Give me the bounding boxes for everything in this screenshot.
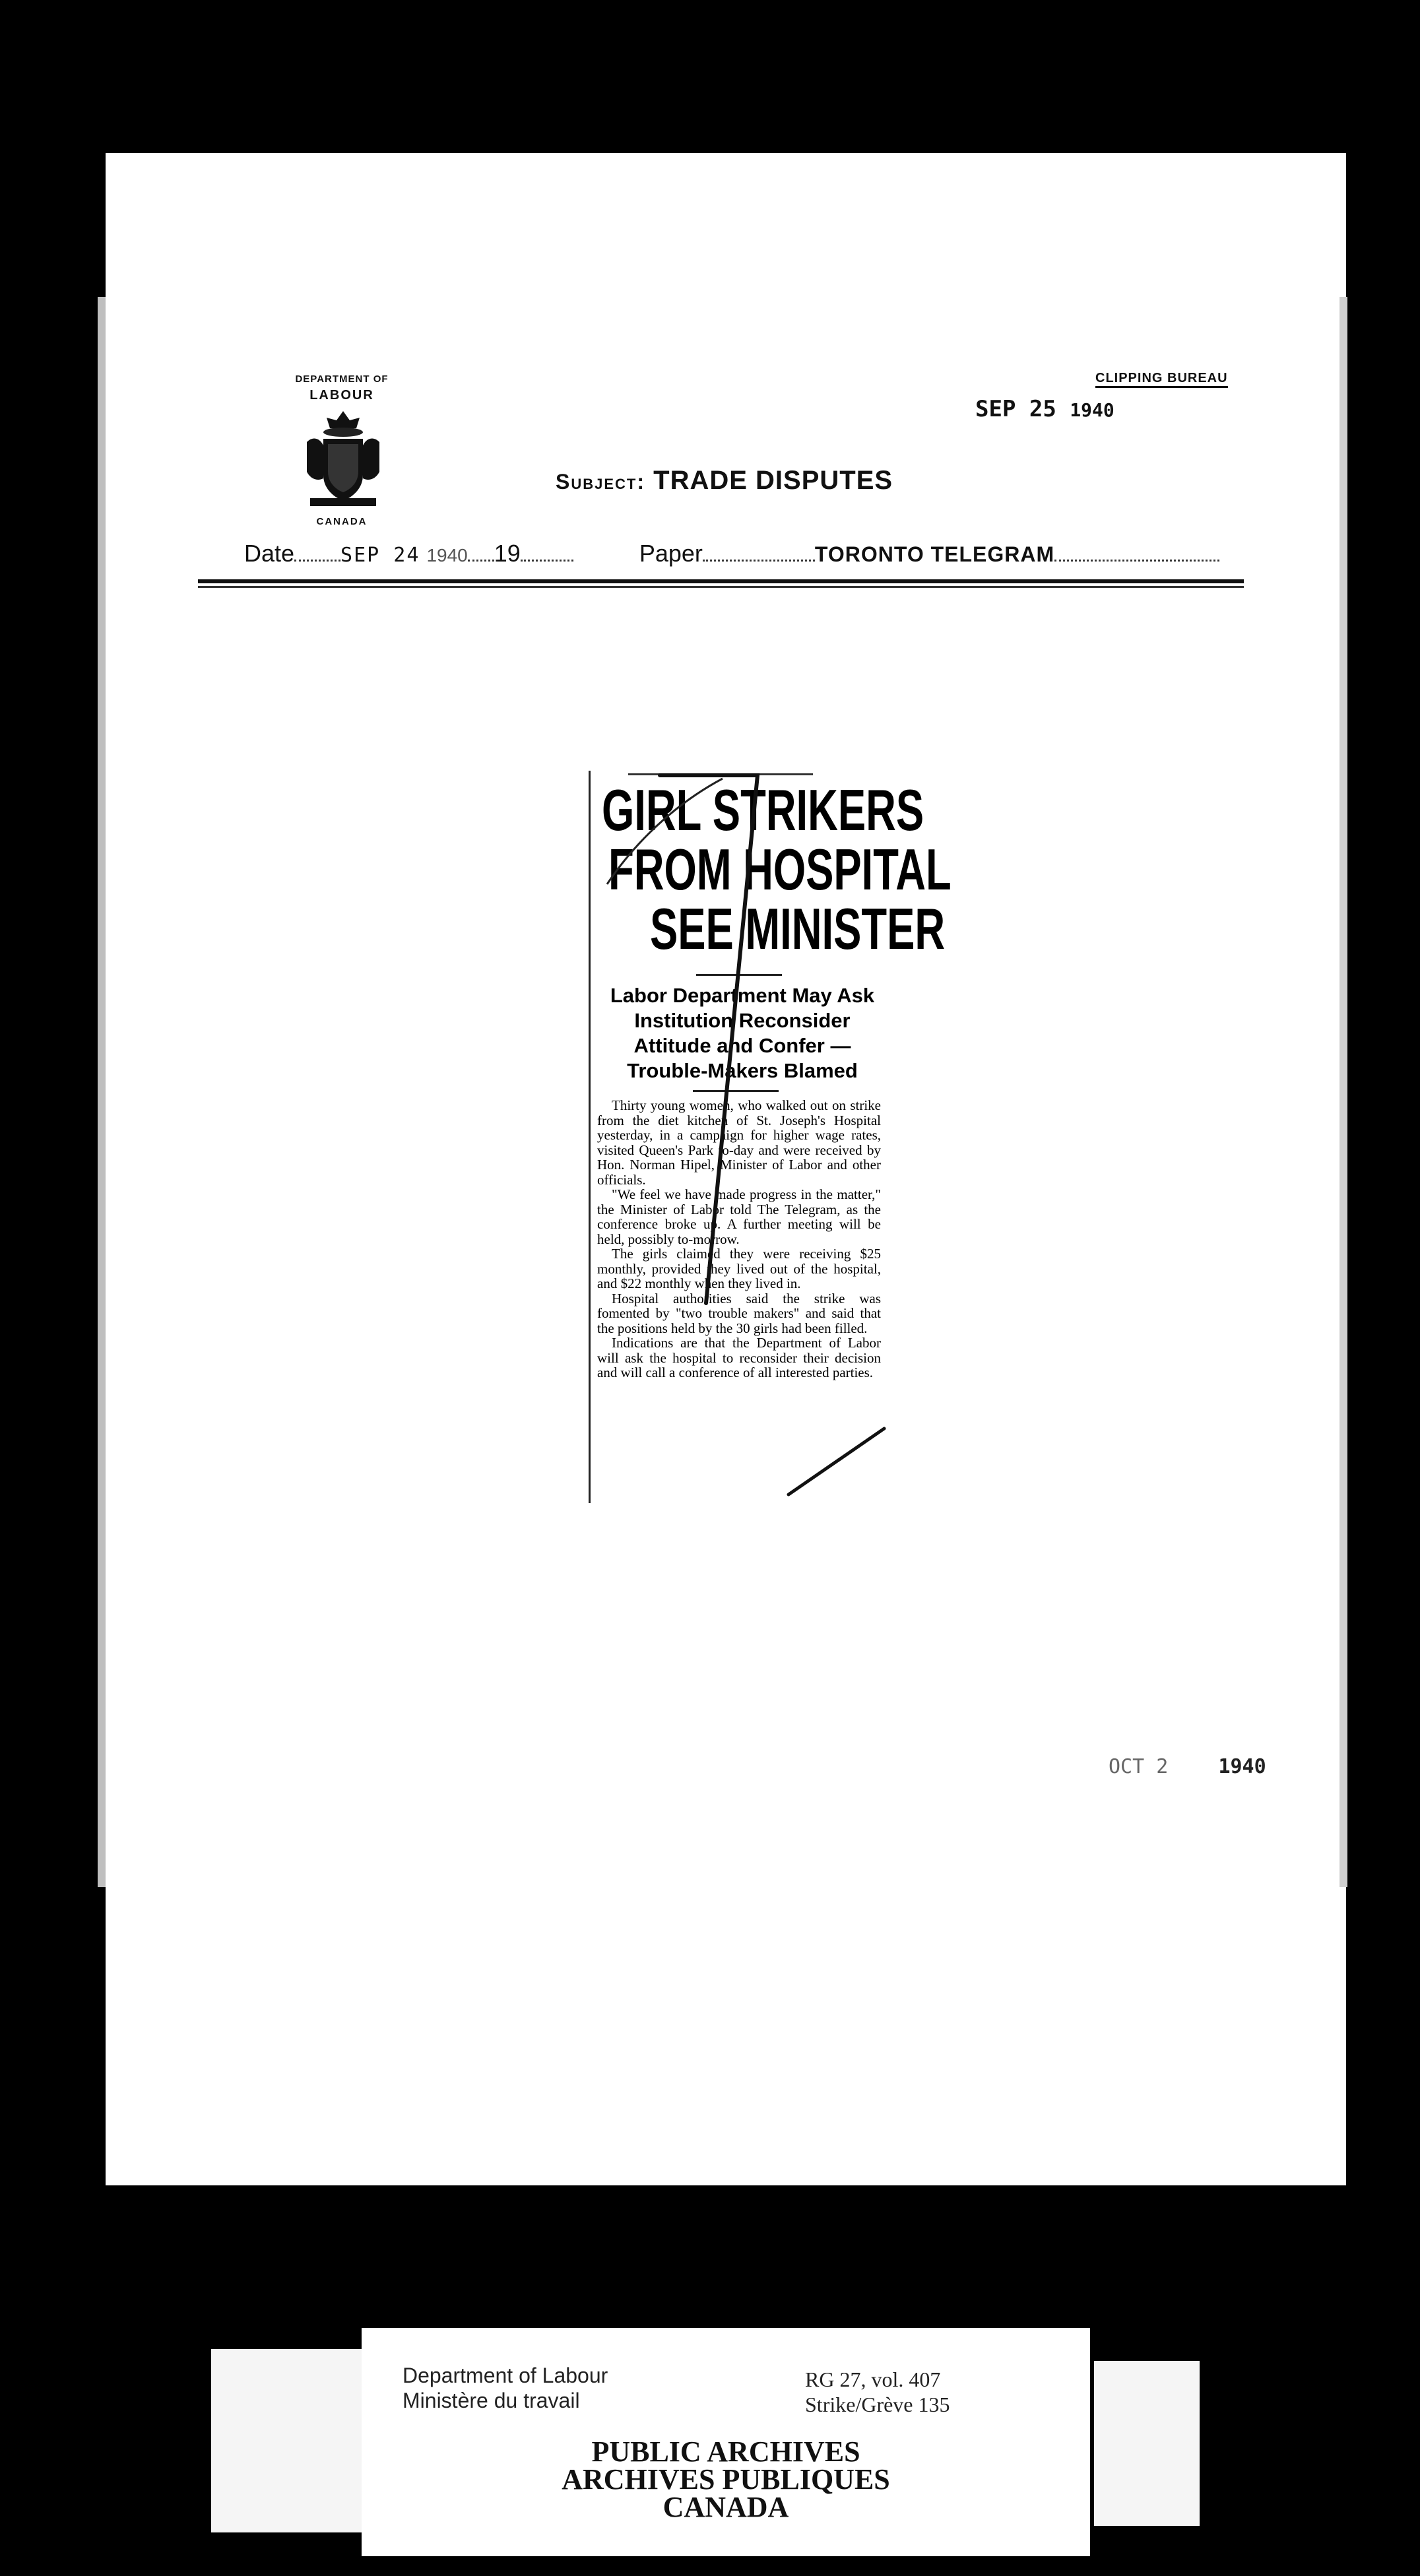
archive-title-en: PUBLIC ARCHIVES: [591, 2435, 860, 2468]
subject-label: Subject:: [556, 470, 646, 494]
subject-line: [556, 466, 893, 496]
archive-title-fr: ARCHIVES PUBLIQUES: [562, 2463, 890, 2496]
article-body: [597, 1098, 881, 1380]
archive-dept-en: Department of Labour: [403, 2364, 608, 2387]
sheet-right-edge: [1339, 297, 1347, 1887]
date-value-year: 1940: [426, 545, 468, 565]
received-stamp-date: SEP 25: [975, 396, 1056, 422]
coat-of-arms-icon: [300, 406, 386, 511]
filed-stamp-date: OCT 2: [1109, 1755, 1169, 1778]
paper-value: TORONTO TELEGRAM: [814, 542, 1055, 566]
headline-line3: SEE MINISTER: [650, 896, 946, 961]
headline-line1: GIRL STRIKERS: [602, 777, 924, 843]
clipping-bureau-label: CLIPPING BUREAU: [1095, 371, 1228, 388]
header-rule-thin: [198, 586, 1244, 588]
department-line1: DEPARTMENT OF: [295, 373, 389, 385]
country-label: CANADA: [316, 516, 368, 527]
article-paragraph: Thirty young women, who walked out on strike from the diet kitchen of St. Joseph's Hospital yesterday, in a campaign for higher wage rates, visited Queen's Park to-day and were received by Hon. Norman Hipel, Minister of Labor and other officials.: [597, 1097, 881, 1188]
archive-reference: RG 27, vol. 407: [805, 2367, 941, 2391]
date-value: SEP 24: [340, 544, 420, 567]
header-rule: [198, 579, 1244, 583]
article-paragraph: "We feel we have made progress in the matter," the Minister of Labor told The Telegram, as the conference broke up. A further meeting will be held, possibly to-morrow.: [597, 1186, 881, 1247]
headline-line2: FROM HOSPITAL: [608, 837, 952, 902]
article-paragraph: Hospital authorities said the strike was fomented by "two trouble makers" and said that the positions held by the 30 girls had been filled.: [597, 1290, 881, 1336]
archive-strike-number: Strike/Grève 135: [805, 2393, 950, 2416]
paper-label: Paper: [639, 540, 703, 567]
received-stamp-year: 1940: [1070, 399, 1114, 421]
subject-value: TRADE DISPUTES: [653, 466, 893, 495]
filed-stamp-year: 1940: [1218, 1755, 1266, 1778]
clipping-top-rule: [628, 773, 813, 775]
date-paper-row: [244, 540, 1219, 567]
article-paragraph: The girls claimed they were receiving $25 monthly, provided they lived out of the hospital, and $22 monthly when they lived in.: [597, 1246, 881, 1291]
archive-label-left-tab: [211, 2349, 363, 2532]
subheadline: Labor Department May Ask Institution Reconsider Attitude and Confer — Trouble-Makers Blamed: [610, 984, 875, 1082]
archive-label-right-tab: [1094, 2361, 1200, 2526]
article-paragraph: Indications are that the Department of Labor will ask the hospital to reconsider their decision and will call a conference of all interested parties.: [597, 1335, 881, 1380]
subheadline-rule: [693, 1090, 779, 1092]
received-date-stamp: [975, 396, 1114, 422]
filed-date-stamp: [1109, 1755, 1266, 1778]
archive-country: CANADA: [662, 2491, 789, 2523]
department-line2: LABOUR: [309, 388, 374, 402]
headline-rule: [696, 974, 782, 976]
archive-dept-fr: Ministère du travail: [403, 2389, 580, 2412]
date-label: Date: [244, 540, 295, 567]
year-prefix: 19: [494, 540, 521, 567]
